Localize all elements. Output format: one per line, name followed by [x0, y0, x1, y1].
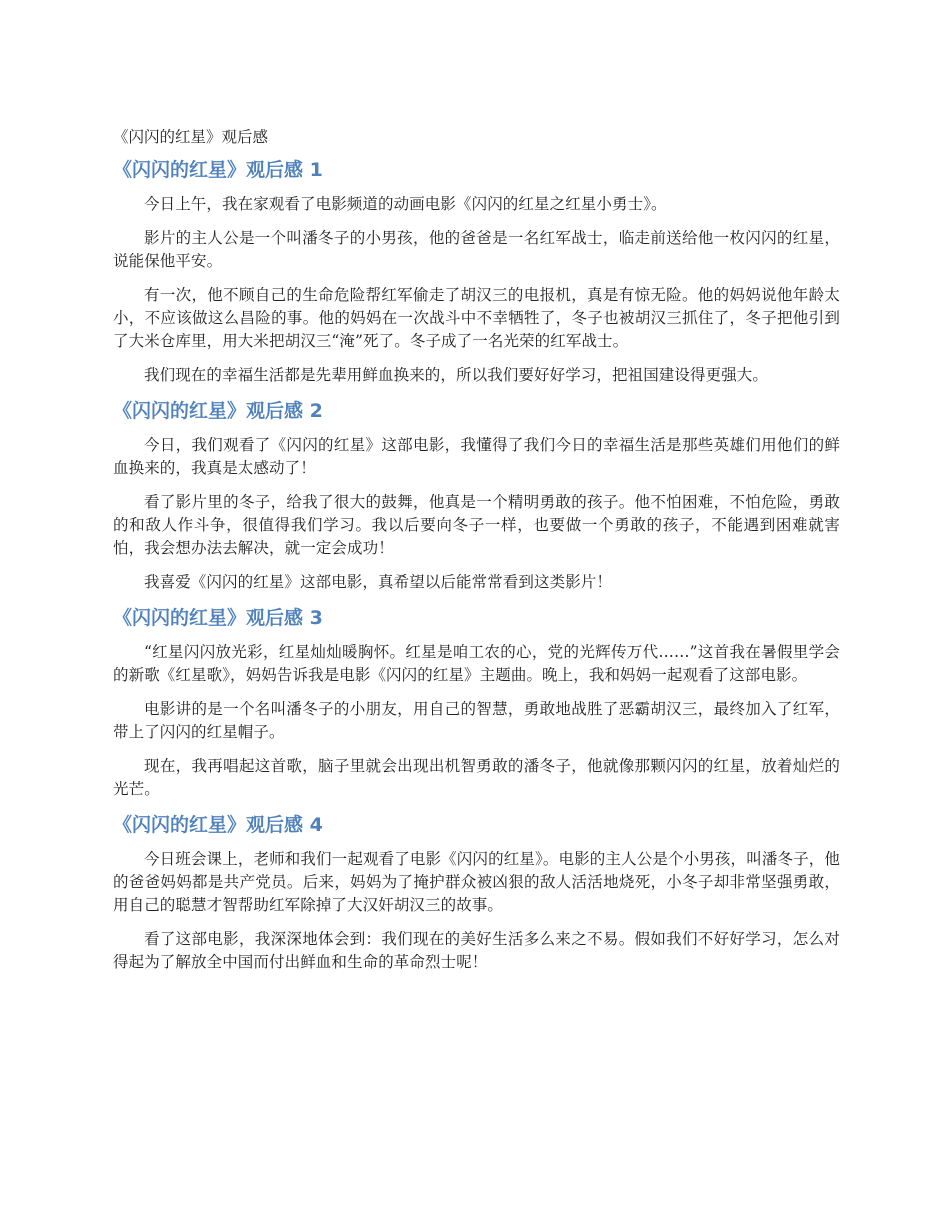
essay-section-3	[113, 605, 840, 801]
paragraph: 看了这部电影，我深深地体会到：我们现在的美好生活多么来之不易。假如我们不好好学习，怎么对得起为了解放全中国而付出鲜血和生命的革命烈士呢！	[113, 930, 840, 971]
paragraph: 今日班会课上，老师和我们一起观看了电影《闪闪的红星》。电影的主人公是个小男孩，叫潘冬子，他的爸爸妈妈都是共产党员。后来，妈妈为了掩护群众被凶狠的敌人活活地烧死，小冬子却非常坚强勇敢，用自己的聪慧才智帮助红军除掉了大汉奸胡汉三的故事。	[113, 850, 840, 914]
document-page	[113, 126, 840, 985]
paragraph: 有一次，他不顾自己的生命危险帮红军偷走了胡汉三的电报机，真是有惊无险。他的妈妈说他年龄太小，不应该做这么昌险的事。他的妈妈在一次战斗中不幸牺牲了，冬子也被胡汉三抓住了，冬子把他引到了大米仓库里，用大米把胡汉三“淹”死了。冬子成了一名光荣的红军战士。	[113, 286, 840, 350]
paragraph: 我喜爱《闪闪的红星》这部电影，真希望以后能常常看到这类影片！	[144, 573, 613, 591]
paragraph: 看了影片里的冬子，给我了很大的鼓舞，他真是一个精明勇敢的孩子。他不怕困难，不怕危险，勇敢的和敌人作斗争，很值得我们学习。我以后要向冬子一样，也要做一个勇敢的孩子，不能遇到困难就害怕，我会想办法去解决，就一定会成功！	[113, 493, 840, 557]
section-heading: 《闪闪的红星》观后感 2	[113, 400, 323, 422]
paragraph: 我们现在的幸福生活都是先辈用鲜血换来的，所以我们要好好学习，把祖国建设得更强大。	[144, 366, 769, 384]
paragraph: 今日，我们观看了《闪闪的红星》这部电影，我懂得了我们今日的幸福生活是那些英雄们用他们的鲜血换来的，我真是太感动了！	[113, 436, 840, 477]
paragraph: 电影讲的是一个名叫潘冬子的小朋友，用自己的智慧，勇敢地战胜了恶霸胡汉三，最终加入了红军，带上了闪闪的红星帽子。	[113, 700, 840, 741]
essay-section-4	[113, 812, 840, 974]
document-title: 《闪闪的红星》观后感	[113, 128, 269, 146]
paragraph: “红星闪闪放光彩，红星灿灿暖胸怀。红星是咱工农的心，党的光辉传万代……”这首我在暑假里学会的新歌《红星歌》，妈妈告诉我是电影《闪闪的红星》主题曲。晚上，我和妈妈一起观看了这部电影。	[113, 643, 840, 684]
essay-section-2	[113, 398, 840, 594]
essay-section-1	[113, 157, 840, 387]
paragraph: 影片的主人公是一个叫潘冬子的小男孩，他的爸爸是一名红军战士，临走前送给他一枚闪闪的红星，说能保他平安。	[113, 229, 840, 270]
paragraph: 今日上午，我在家观看了电影频道的动画电影《闪闪的红星之红星小勇士》。	[144, 195, 667, 213]
section-heading: 《闪闪的红星》观后感 3	[113, 607, 323, 629]
paragraph: 现在，我再唱起这首歌，脑子里就会出现出机智勇敢的潘冬子，他就像那颗闪闪的红星，放着灿烂的光芒。	[113, 757, 840, 798]
section-heading: 《闪闪的红星》观后感 4	[113, 814, 323, 836]
section-heading: 《闪闪的红星》观后感 1	[113, 159, 323, 181]
